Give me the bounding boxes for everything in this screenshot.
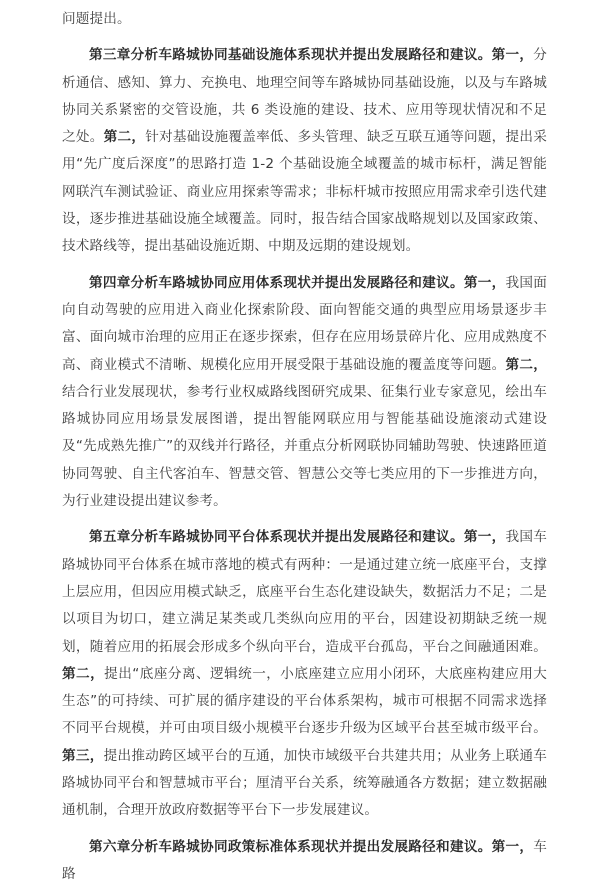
bold-heading-text: 第三， — [62, 747, 104, 764]
body-text: 提出“底座分离、逻辑统一，小底座建立应用小闭环，大底座构建应用大生态”的可持续、可扩展的循序建设的平台体系架构，城市可根据不同需求选择不同平台规模，并可由项目级小规模平台逐步升级为区域平台甚至城市级平台。 — [62, 665, 548, 737]
paragraph — [62, 6, 547, 33]
paragraph — [62, 42, 547, 260]
bold-heading-text: 第五章分析车路城协同平台体系现状并提出发展路径和建议。第一， — [89, 529, 506, 546]
body-text: 提出推动跨区域平台的互通，加快市域级平台共建共用；从业务上联通车路城协同平台和智慧城市平台；厘清平台关系，统筹融通各方数据；建立数据融通机制，合理开放政府数据等平台下一步发展建议。 — [62, 747, 547, 819]
body-text: 我国面向自动驾驶的应用进入商业化探索阶段、面向智能交通的典型应用场景逐步丰富、面向城市治理的应用正在逐步探索，但存在应用场景碎片化、应用成熟度不高、商业模式不清晰、规模化应用开展受限于基础设施的覆盖度等问题。 — [62, 274, 548, 373]
paragraph — [62, 834, 547, 888]
body-text: 我国车路城协同平台体系在城市落地的模式有两种：一是通过建立统一底座平台，支撑上层应用，但因应用模式缺乏，底座平台生态化建设缺失，数据活力不足；二是以项目为切口，建立满足某类或几类纵向应用的平台，因建设初期缺乏统一规划，随着应用的拓展会形成多个纵向平台，造成平台孤岛，平台之间融通困难。 — [62, 529, 548, 655]
body-text: 针对基础设施覆盖率低、多头管理、缺乏互联互通等问题，提出采用“先广度后深度”的思路打造 1-2 个基础设施全域覆盖的城市标杆，满足智能网联汽车测试验证、商业应用探索等需求；非标杆城市按照应用需求牵引迭代建设，逐步推进基础设施全域覆盖。同时，报告结合国家战略规划以及国家政策、技术路线等，提出基础设施近期、中期及远期的建设规划。 — [62, 129, 548, 255]
bold-heading-text: 第二， — [103, 129, 146, 146]
body-text: 分析通信、感知、算力、充换电、地理空间等车路城协同基础设施，以及与车路城协同关系紧密的交管设施，共 6 类设施的建设、技术、应用等现状情况和不足之处。 — [62, 47, 547, 146]
body-text: 问题提出。 — [62, 11, 131, 27]
body-text: 结合行业发展现状，参考行业权威路线图研究成果、征集行业专家意见，绘出车路城协同应用场景发展图谱，提出智能网联应用与智能基础设施滚动式建设及“先成熟先推广”的双线并行路径，并重点分析网联协同辅助驾驶、快速路匝道协同驾驶、自主代客泊车、智慧交管、智慧公交等七类应用的下一步推进方向，为行业建设提出建议参考。 — [62, 383, 547, 510]
bold-heading-text: 第二， — [505, 356, 547, 373]
bold-heading-text: 第二， — [62, 665, 105, 682]
body-text: 车路 — [62, 838, 547, 882]
paragraph — [62, 524, 547, 824]
bold-heading-text: 第三章分析车路城协同基础设施体系现状并提出发展路径和建议。第一， — [89, 47, 534, 64]
paragraph — [62, 270, 547, 516]
bold-heading-text: 第六章分析车路城协同政策标准体系现状并提出发展路径和建议。第一， — [89, 838, 534, 855]
bold-heading-text: 第四章分析车路城协同应用体系现状并提出发展路径和建议。第一， — [89, 274, 506, 291]
